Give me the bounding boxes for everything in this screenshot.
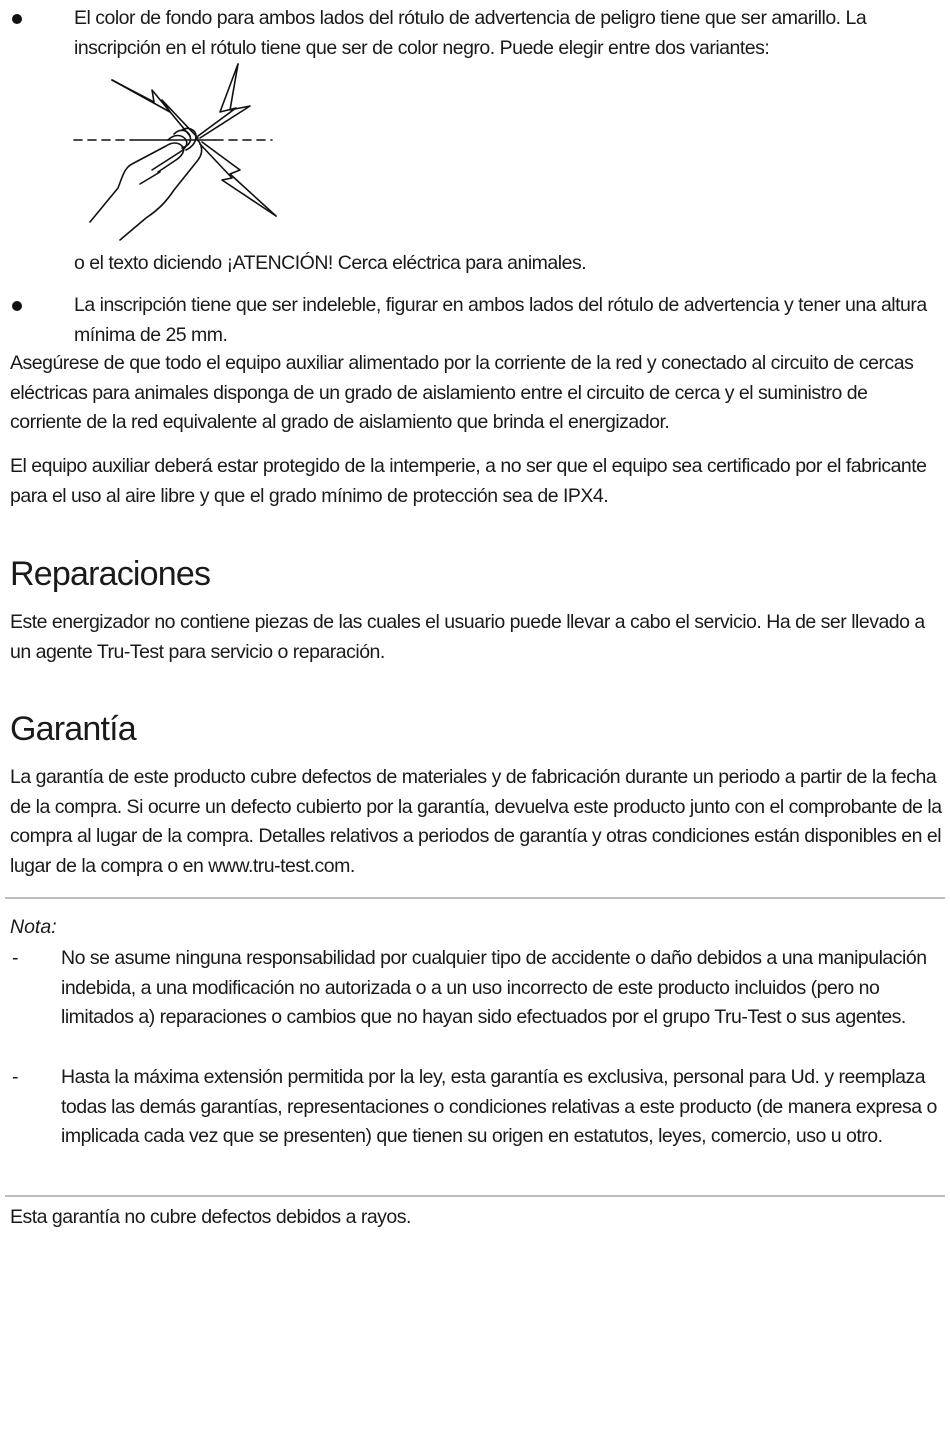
- paragraph-warranty: La garantía de este producto cubre defectos de materiales y de fabricación durante un periodo a partir de la fecha de la compra. Si ocurre un defecto cubierto por la garantía, devuelva este producto junto con el comprobante de la compra al lugar de la compra. Detalles relativos a periodos de garantía y otras condiciones están disponibles en el lugar de la compra o en www.tru-test.com.: [10, 766, 942, 878]
- note-item-exclusive-warranty: Hasta la máxima extensión permitida por la ley, esta garantía es exclusiva, personal para Ud. y reemplaza todas las demás garantías, representaciones o condiciones relativas a este producto (de manera expresa o implicada cada vez que se presenten) que tienen su origen en estatutos, leyes, comercio, uso u otro.: [61, 1066, 937, 1148]
- paragraph-lightning-exclusion: Esta garantía no cubre defectos debidos a rayos.: [10, 1206, 411, 1228]
- paragraph-repairs: Este energizador no contiene piezas de las cuales el usuario puede llevar a cabo el servicio. Ha de ser llevado a un agente Tru-Test para servicio o reparación.: [10, 611, 925, 663]
- note-dash: -: [12, 1066, 19, 1088]
- alternative-warning-text: o el texto diciendo ¡ATENCIÓN! Cerca eléctrica para animales.: [74, 252, 587, 274]
- divider: [5, 897, 945, 899]
- bullet-marker: [12, 14, 22, 24]
- paragraph-weather-protection: El equipo auxiliar deberá estar protegido de la intemperie, a no ser que el equipo sea certificado por el fabricante para el uso al aire libre y que el grado mínimo de protección sea de IPX4.: [10, 455, 927, 507]
- heading-warranty: Garantía: [10, 710, 136, 748]
- heading-repairs: Reparaciones: [10, 555, 211, 593]
- paragraph-auxiliary-equipment: Asegúrese de que todo el equipo auxiliar alimentado por la corriente de la red y conectado al circuito de cercas eléctricas para animales disponga de un grado de aislamiento entre el circuito de cerca y el suministro de corriente de la red equivalente al grado de aislamiento que brinda el energizador.: [10, 352, 914, 434]
- electric-shock-hand-warning-icon: [70, 60, 280, 245]
- note-dash: -: [12, 947, 19, 969]
- bullet-item-sign-colors: El color de fondo para ambos lados del rótulo de advertencia de peligro tiene que ser amarillo. La inscripción en el rótulo tiene que ser de color negro. Puede elegir entre dos variantes:: [74, 7, 867, 59]
- divider: [5, 1195, 945, 1197]
- bullet-item-inscription-rules: La inscripción tiene que ser indeleble, figurar en ambos lados del rótulo de advertencia y tener una altura mínima de 25 mm.: [74, 294, 927, 346]
- note-item-liability: No se asume ninguna responsabilidad por cualquier tipo de accidente o daño debidos a una manipulación indebida, a una modificación no autorizada o a un uso incorrecto de este producto incluidos (pero no limitados a) reparaciones o cambios que no hayan sido efectuados por el grupo Tru-Test o sus agentes.: [61, 947, 927, 1029]
- note-label: Nota:: [10, 916, 57, 938]
- bullet-marker: [12, 301, 22, 311]
